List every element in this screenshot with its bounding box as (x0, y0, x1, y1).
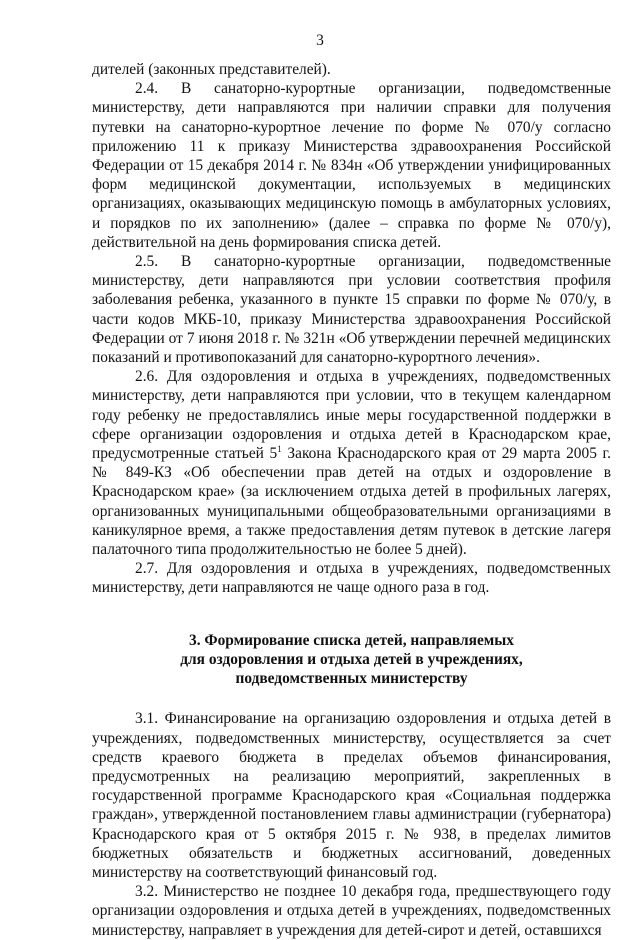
section-heading-line-1: 3. Формирование списка детей, направляемых (189, 631, 514, 649)
paragraph-3-1: 3.1. Финансирование на организацию оздоровления и отдыха детей в учреждениях, подведомственных министерству, осуществляется за счет средств краевого бюджета в пределах объемов финансирования, предусмотренных на реализацию мероприятий, закрепленных в государственной программе Краснодарского края «Социальная поддержка граждан», утвержденной постановлением главы администрации (губернатора) Краснодарского края от 5 октября 2015 г. № 938, в пределах лимитов бюджетных обязательств и бюджетных ассигнований, доведенных министерству на соответствующий финансовый год. (92, 710, 611, 881)
document-body (92, 60, 611, 940)
page-number: 3 (316, 32, 324, 49)
paragraph-2-7: 2.7. Для оздоровления и отдыха в учреждениях, подведомственных министерству, дети направляются не чаще одного раза в год. (92, 560, 611, 597)
paragraph-continuation: дителей (законных представителей). (92, 61, 331, 78)
paragraph-3-2: 3.2. Министерство не позднее 10 декабря года, предшествующего году организации оздоровления и отдыха детей в учреждениях, подведомственных министерству, направляет в учреждения для детей-сирот и детей, оставшихся (92, 883, 611, 939)
section-heading-line-3: подведомственных министерству (235, 670, 468, 688)
superscript-footnote: 1 (277, 443, 282, 454)
section-heading (92, 631, 611, 689)
paragraph-2-4: 2.4. В санаторно-курортные организации, подведомственные министерству, дети направляются при наличии справки для получения путевки на санаторно-курортное лечение по форме № 070/у согласно приложению 11 к приказу Министерства здравоохранения Российской Федерации от 15 декабря 2014 г. № 834н «Об утверждении унифицированных форм медицинской документации, используемых в медицинских организациях, оказывающих медицинскую помощь в амбулаторных условиях, и порядков по их заполнению» (далее – справка по форме № 070/у), действительной на день формирования списка детей. (92, 80, 611, 251)
paragraph-2-6 (92, 367, 611, 559)
paragraph-2-6-part1: 2.6. Для оздоровления и отдыха в учреждениях, подведомственных министерству, дети направляются при условии, что в текущем календарном году ребенку не предоставлялись иные меры государственной поддержки в сфере организации оздоровления и отдыха детей в Краснодарском крае, предусмотренные статьей 5 (92, 368, 611, 463)
paragraph-2-6-part2: Закона Краснодарского края от 29 марта 2005 г. № 849-КЗ «Об обеспечении прав детей на отдых и оздоровление в Краснодарском крае» (за исключением отдыха детей в профильных лагерях, организованных муниципальными общеобразовательными организациями в каникулярное время, а также предоставления детям путевок в детские лагеря палаточного типа продолжительностью не более 5 дней). (92, 445, 611, 559)
paragraph-2-5: 2.5. В санаторно-курортные организации, подведомственные министерству, дети направляются при условии соответствия профиля заболевания ребенка, указанного в пункте 15 справки по форме № 070/у, в части кодов МКБ-10, приказу Министерства здравоохранения Российской Федерации от 7 июня 2018 г. № 321н «Об утверждении перечней медицинских показаний и противопоказаний для санаторно-курортного лечения». (92, 253, 611, 367)
section-heading-line-2: для оздоровления и отдыха детей в учреждениях, (180, 650, 523, 668)
